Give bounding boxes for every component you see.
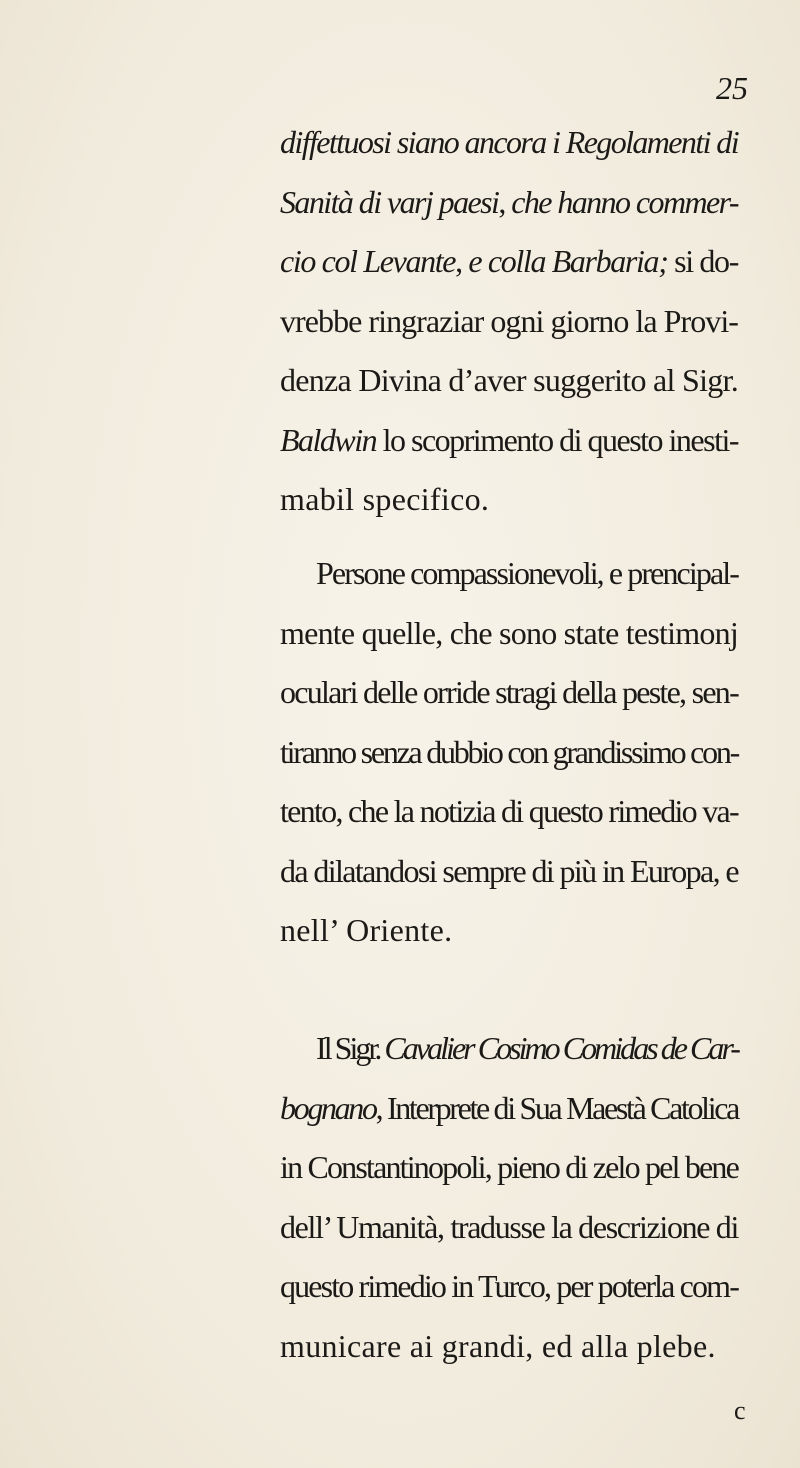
text-line bbox=[280, 791, 738, 831]
text-line bbox=[280, 122, 738, 162]
text-segment: che hanno commer- bbox=[511, 183, 738, 220]
text-segment: Baldwin bbox=[280, 421, 377, 458]
text-segment: , Interprete di Sua Maestà Catolica bbox=[375, 1089, 738, 1126]
text-segment: in Constantinopoli, pieno di zelo pel bene bbox=[280, 1149, 738, 1185]
text-segment: Il Sigr. bbox=[316, 1030, 385, 1066]
text-segment: Cavalier Cosimo Comidas de Car- bbox=[384, 1030, 738, 1066]
text-segment: , bbox=[455, 243, 469, 279]
text-line bbox=[316, 553, 738, 593]
text-line bbox=[280, 479, 489, 519]
text-segment: Sanità di varj paesi bbox=[280, 183, 499, 220]
text-segment: nell’ Oriente. bbox=[280, 912, 453, 948]
text-line bbox=[280, 1326, 716, 1366]
text-line bbox=[316, 1028, 738, 1068]
text-segment: tento, che la notizia di questo rimedio va- bbox=[280, 793, 738, 829]
text-segment: bognano bbox=[280, 1089, 376, 1126]
text-segment: questo rimedio in Turco, per poterla com- bbox=[280, 1268, 738, 1304]
text-line bbox=[280, 1266, 738, 1306]
text-line bbox=[280, 1147, 738, 1187]
text-line bbox=[280, 910, 452, 950]
text-segment: tiranno senza dubbio con grandissimo con- bbox=[280, 733, 738, 770]
text-segment: Persone compassionevoli, e prencipal- bbox=[316, 555, 738, 591]
text-line bbox=[280, 1207, 738, 1247]
text-line bbox=[280, 732, 738, 772]
text-segment: si do- bbox=[667, 243, 738, 279]
text-line bbox=[280, 420, 738, 460]
text-segment: da dilatandosi sempre di più in Europa, e bbox=[280, 852, 738, 889]
text-line bbox=[280, 241, 738, 281]
text-segment: lo scoprimento di questo inesti- bbox=[376, 421, 738, 458]
text-line bbox=[280, 1088, 738, 1128]
text-line bbox=[280, 672, 738, 712]
text-segment: mente quelle, che sono state testimonj bbox=[280, 614, 738, 651]
page-number: 25 bbox=[716, 70, 748, 106]
text-line bbox=[280, 301, 738, 341]
text-segment: denza Divina d’aver suggerito al Sigr. bbox=[280, 362, 738, 398]
text-segment: mabil specifico. bbox=[280, 481, 490, 517]
signature-mark: c bbox=[734, 1396, 746, 1425]
text-segment: Regolamenti di bbox=[565, 124, 738, 160]
text-segment: vrebbe ringraziar ogni giorno la Provi- bbox=[280, 302, 738, 339]
text-line bbox=[280, 182, 738, 222]
text-line bbox=[280, 360, 738, 400]
text-segment: oculari delle orride stragi della peste, sen- bbox=[280, 674, 739, 710]
text-line bbox=[280, 851, 738, 891]
text-segment: dell’ Umanità, tradusse la descrizione di bbox=[280, 1208, 738, 1245]
text-segment: e colla Barbaria; bbox=[468, 243, 668, 279]
text-segment: cio col Levante bbox=[280, 243, 456, 279]
text-segment: municare ai grandi, ed alla plebe. bbox=[280, 1327, 716, 1364]
text-segment: diffettuosi siano ancora i bbox=[280, 124, 566, 160]
text-line bbox=[280, 613, 738, 653]
text-segment: , bbox=[498, 183, 512, 220]
